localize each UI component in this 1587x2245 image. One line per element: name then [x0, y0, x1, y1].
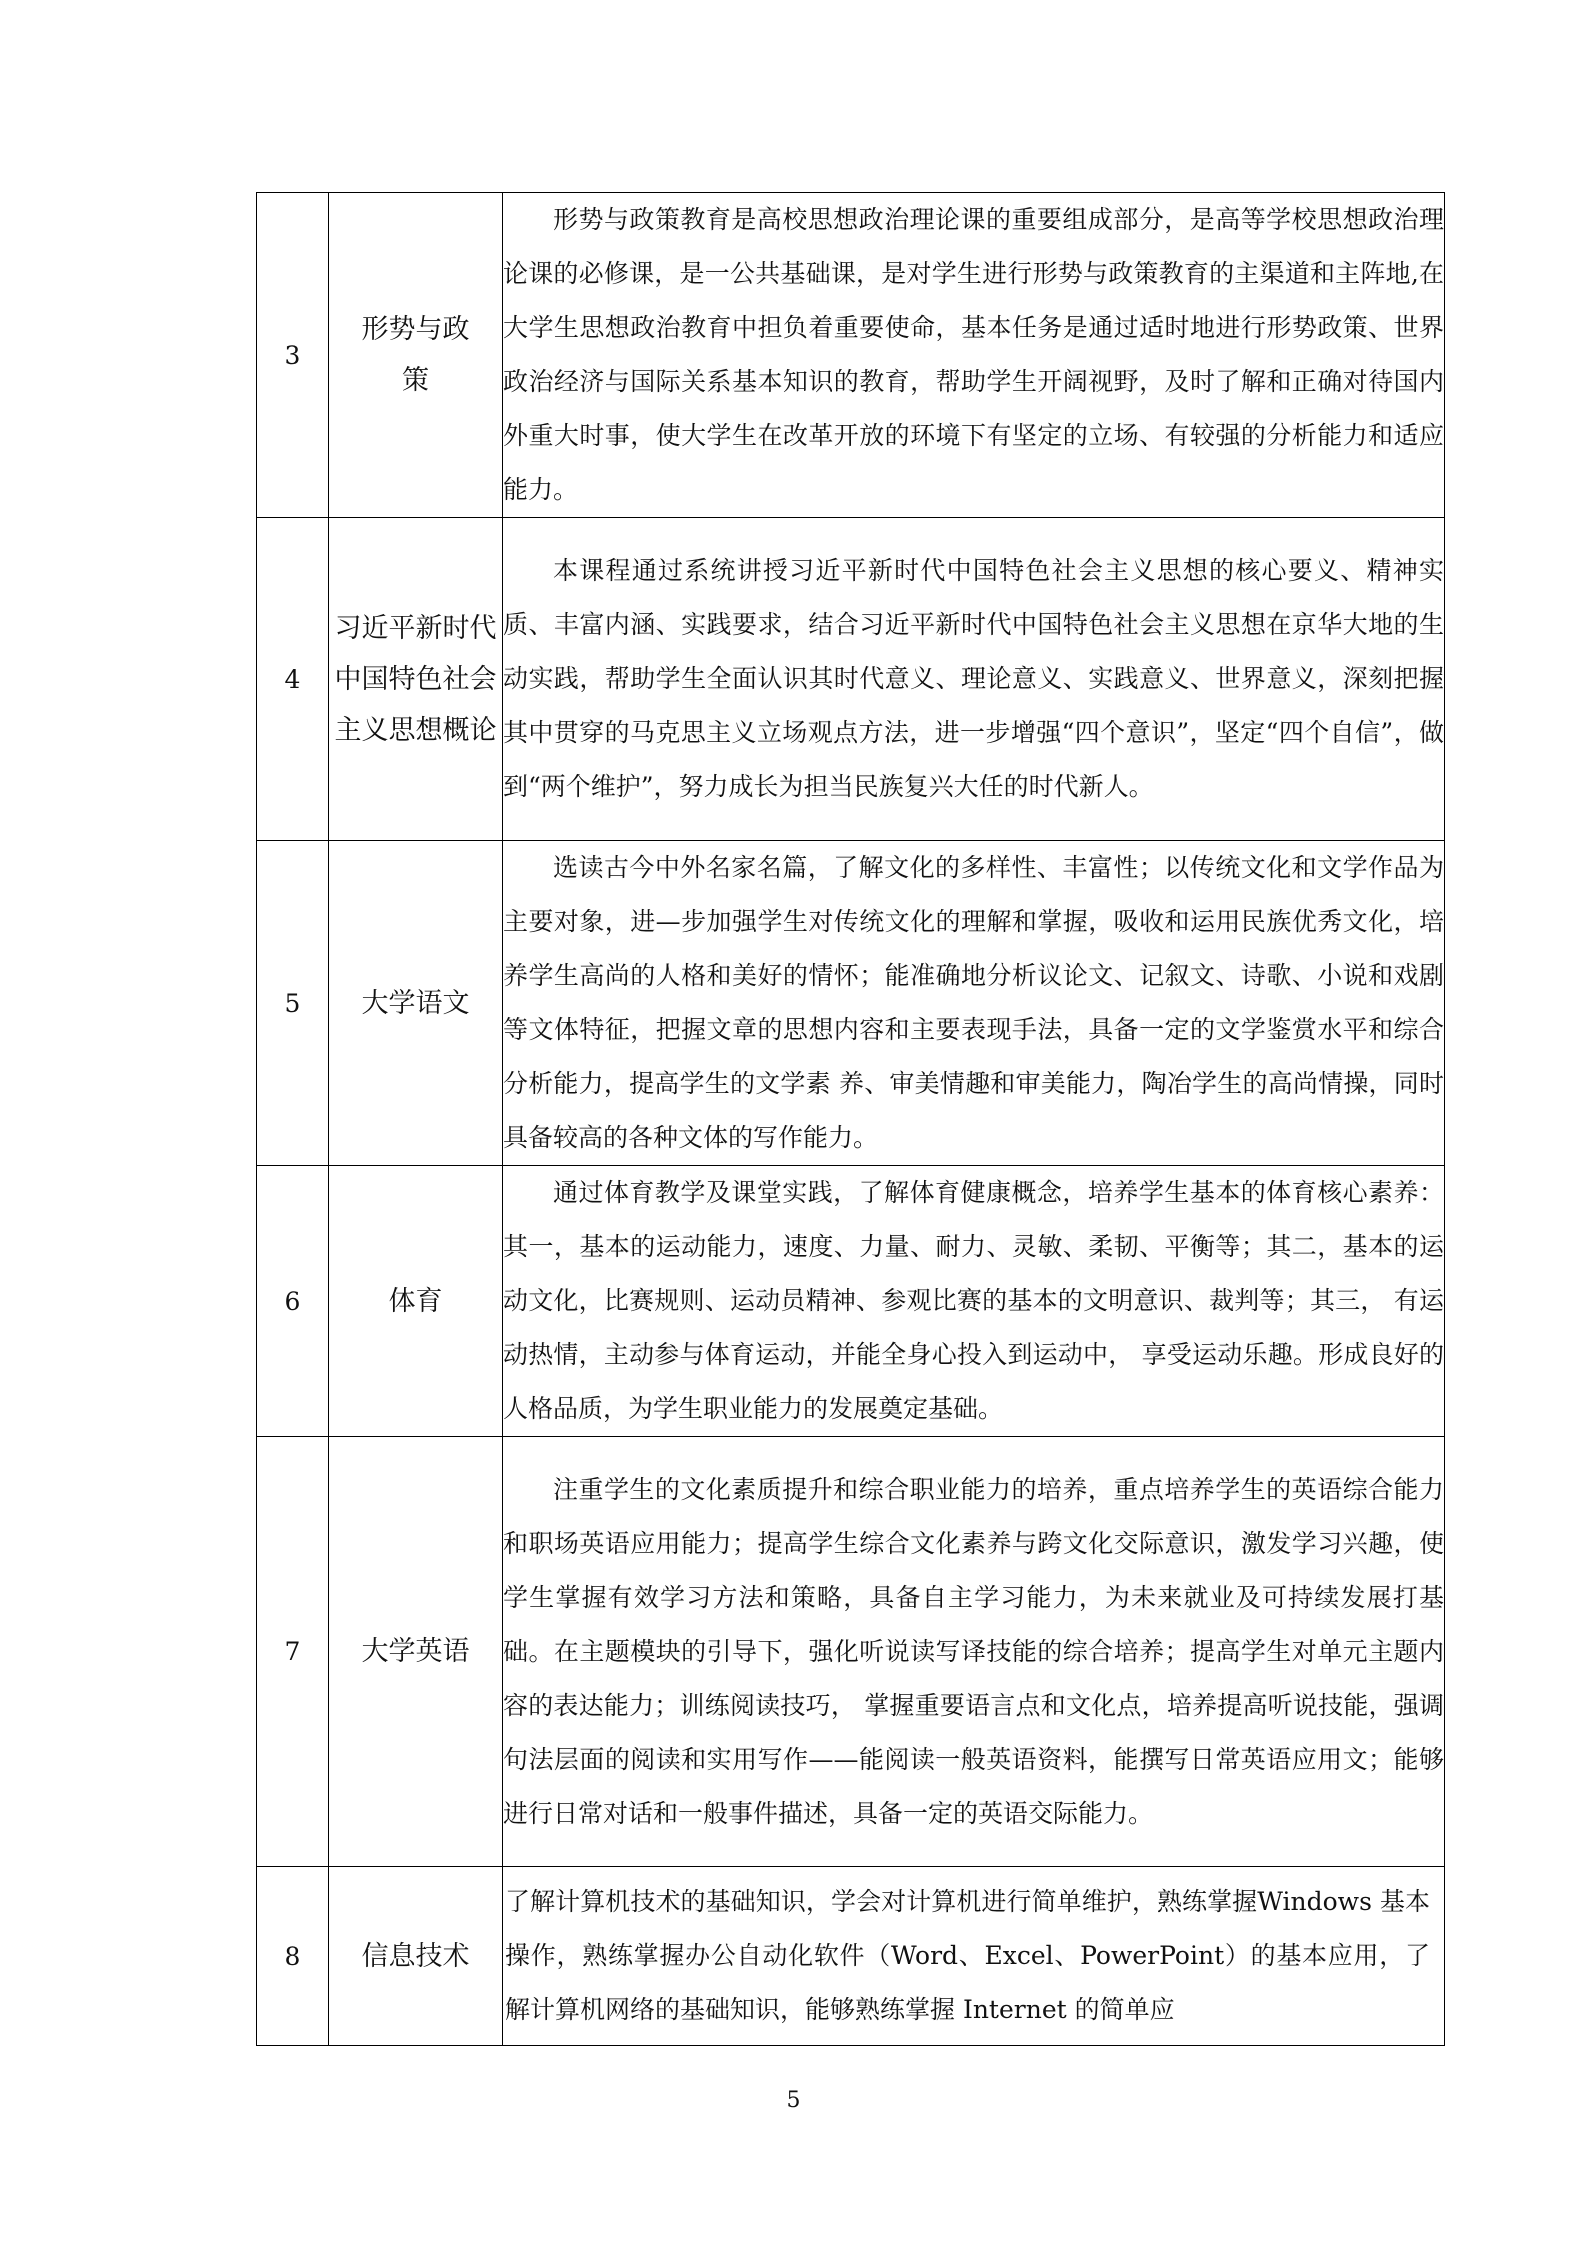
course-name: 大学语文 — [329, 841, 503, 1166]
course-description: 本课程通过系统讲授习近平新时代中国特色社会主义思想的核心要义、精神实质、丰富内涵、实践要求，结合习近平新时代中国特色社会主义思想在京华大地的生动实践，帮助学生全面认识其时代意义、理论意义、实践意义、世界意义，深刻把握其中贯穿的马克思主义立场观点方法，进一步增强“四个意识”，坚定“四个自信”，做到“两个维护”，努力成长为担当民族复兴大任的时代新人。 — [503, 556, 1444, 801]
course-number: 6 — [257, 1166, 329, 1437]
course-name: 大学英语 — [329, 1437, 503, 1867]
course-description: 形势与政策教育是高校思想政治理论课的重要组成部分，是高等学校思想政治理论课的必修课，是一公共基础课，是对学生进行形势与政策教育的主渠道和主阵地,在大学生思想政治教育中担负着重要使命，基本任务是通过适时地进行形势政策、世界政治经济与国际关系基本知识的教育，帮助学生开阔视野，及时了解和正确对待国内外重大时事，使大学生在改革开放的环境下有坚定的立场、有较强的分析能力和适应能力。 — [503, 205, 1444, 504]
course-description-cell — [503, 1867, 1445, 2046]
course-description: 注重学生的文化素质提升和综合职业能力的培养，重点培养学生的英语综合能力和职场英语应用能力；提高学生综合文化素养与跨文化交际意识，激发学习兴趣，使学生掌握有效学习方法和策略，具备自主学习能力，为未来就业及可持续发展打基础。在主题模块的引导下，强化听说读写译技能的综合培养；提高学生对单元主题内容的表达能力；训练阅读技巧， 掌握重要语言点和文化点，培养提高听说技能，强调句法层面的阅读和实用写作——能阅读一般英语资料，能撰写日常英语应用文；能够进行日常对话和一般事件描述，具备一定的英语交际能力。 — [503, 1474, 1444, 1828]
table-row — [257, 1437, 1445, 1867]
table-row — [257, 1867, 1445, 2046]
course-description: 选读古今中外名家名篇，了解文化的多样性、丰富性；以传统文化和文学作品为主要对象，进—步加强学生对传统文化的理解和掌握，吸收和运用民族优秀文化，培养学生高尚的人格和美好的情怀；能准确地分析议论文、记叙文、诗歌、小说和戏剧等文体特征，把握文章的思想内容和主要表现手法，具备一定的文学鉴赏水平和综合分析能力，提高学生的文学素 养、审美情趣和审美能力，陶冶学生的高尚情操，同时具备较高的各种文体的写作能力。 — [503, 853, 1444, 1152]
course-description-cell — [503, 193, 1445, 518]
course-name: 体育 — [329, 1166, 503, 1437]
course-number: 7 — [257, 1437, 329, 1867]
course-number: 4 — [257, 518, 329, 841]
course-number: 3 — [257, 193, 329, 518]
course-description: 了解计算机技术的基础知识，学会对计算机进行简单维护，熟练掌握Windows 基本操作，熟练掌握办公自动化软件（Word、Excel、PowerPoint）的基本应用，了解计算机网络的基础知识，能够熟练掌握 Internet 的简单应 — [505, 1887, 1430, 2024]
course-description: 通过体育教学及课堂实践，了解体育健康概念，培养学生基本的体育核心素养：其一，基本的运动能力，速度、力量、耐力、灵敏、柔韧、平衡等；其二，基本的运动文化，比赛规则、运动员精神、参观比赛的基本的文明意识、裁判等；其三， 有运动热情，主动参与体育运动，并能全身心投入到运动中， 享受运动乐趣。形成良好的人格品质，为学生职业能力的发展奠定基础。 — [503, 1178, 1444, 1423]
table-row — [257, 193, 1445, 518]
table-row — [257, 841, 1445, 1166]
table-row — [257, 518, 1445, 841]
course-description-cell — [503, 518, 1445, 841]
course-name: 习近平新时代中国特色社会主义思想概论 — [329, 518, 503, 841]
page-number: 5 — [786, 2088, 801, 2113]
course-number: 5 — [257, 841, 329, 1166]
course-name: 信息技术 — [329, 1867, 503, 2046]
course-description-cell — [503, 841, 1445, 1166]
course-description-cell — [503, 1437, 1445, 1867]
course-table — [256, 192, 1445, 2046]
course-number: 8 — [257, 1867, 329, 2046]
course-name: 形势与政策 — [329, 193, 503, 518]
table-row — [257, 1166, 1445, 1437]
course-description-cell — [503, 1166, 1445, 1437]
